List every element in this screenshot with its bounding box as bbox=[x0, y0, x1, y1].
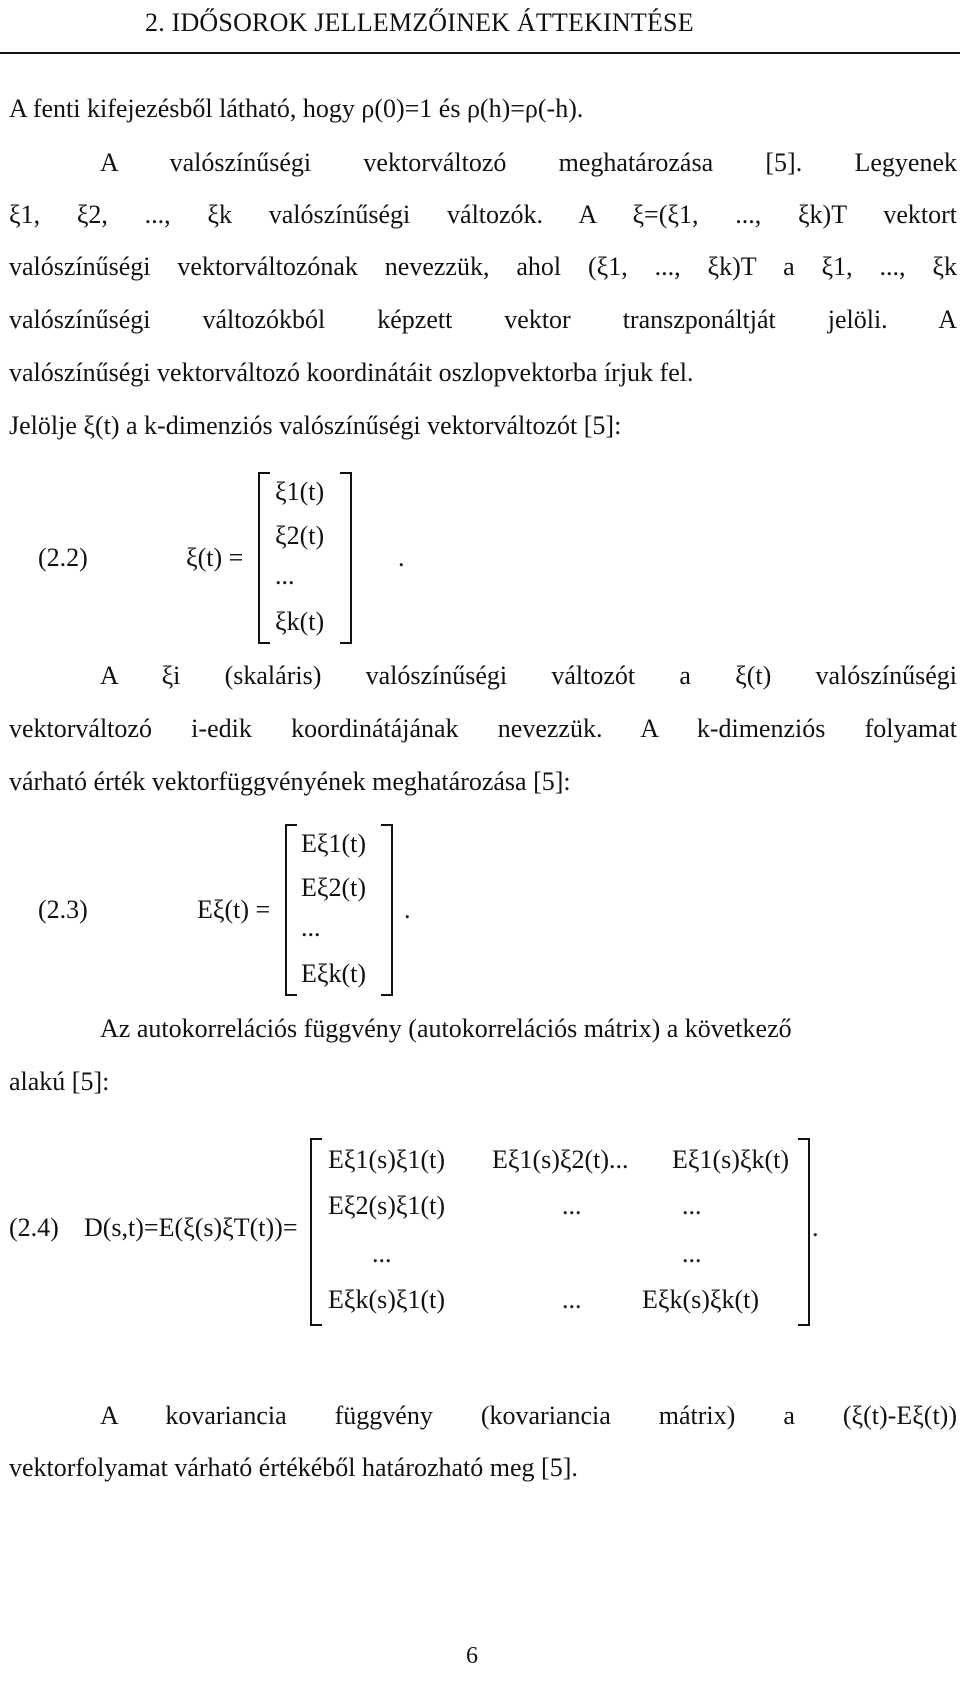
eq24-r3c3: ... bbox=[682, 1239, 702, 1268]
eq24-r3c1: ... bbox=[372, 1239, 392, 1268]
paragraph-coord-line-1: A ξi (skaláris) valószínűségi változót a ξ(t) valószínűségi bbox=[100, 661, 957, 690]
paragraph-autocorr-line-1: Az autokorrelációs függvény (autokorrelációs mátrix) a következő bbox=[100, 1014, 792, 1043]
paragraph-def-line-2: ξ1, ξ2, ..., ξk valószínűségi változók. A ξ=(ξ1, ..., ξk)T vektort bbox=[9, 200, 957, 229]
paragraph-def-line-1: A valószínűségi vektorváltozó meghatározása [5]. Legyenek bbox=[100, 148, 957, 177]
header-rule bbox=[0, 52, 960, 54]
eq23-lhs: Eξ(t) = bbox=[197, 895, 271, 924]
eq24-r2c2: ... bbox=[562, 1191, 582, 1220]
equation-number-2-2: (2.2) bbox=[38, 543, 88, 572]
paragraph-rho: A fenti kifejezésből látható, hogy ρ(0)=1 és ρ(h)=ρ(-h). bbox=[9, 94, 584, 123]
eq24-r2c3: ... bbox=[682, 1191, 702, 1220]
eq24-r1c3: Eξ1(s)ξk(t) bbox=[672, 1145, 790, 1174]
paragraph-jelolje: Jelölje ξ(t) a k-dimenziós valószínűségi vektorváltozót [5]: bbox=[9, 411, 622, 440]
paragraph-cov-line-1: A kovariancia függvény (kovariancia mátrix) a (ξ(t)-Eξ(t)) bbox=[100, 1401, 957, 1430]
eq22-row-3: ... bbox=[275, 561, 295, 590]
eq24-r2c1: Eξ2(s)ξ1(t) bbox=[328, 1191, 446, 1220]
paragraph-coord-line-3: várható érték vektorfüggvényének meghatározása [5]: bbox=[9, 767, 571, 796]
eq24-end: . bbox=[812, 1213, 819, 1242]
eq22-row-1: ξ1(t) bbox=[275, 477, 325, 506]
eq22-matrix bbox=[258, 472, 352, 644]
paragraph-def-line-4: valószínűségi változókból képzett vektor transzponáltját jelöli. A bbox=[9, 305, 957, 334]
eq23-row-2: Eξ2(t) bbox=[301, 873, 367, 902]
eq23-row-4: Eξk(t) bbox=[301, 959, 367, 988]
eq24-r1c1: Eξ1(s)ξ1(t) bbox=[328, 1145, 446, 1174]
eq23-row-1: Eξ1(t) bbox=[301, 829, 367, 858]
eq22-row-4: ξk(t) bbox=[275, 607, 325, 636]
equation-number-2-3: (2.3) bbox=[38, 895, 88, 924]
eq24-r4c2: ... bbox=[562, 1285, 582, 1314]
paragraph-autocorr-line-2: alakú [5]: bbox=[9, 1067, 110, 1096]
page-number: 6 bbox=[466, 1643, 478, 1669]
equation-number-2-4: (2.4) bbox=[9, 1213, 59, 1242]
eq22-end: . bbox=[398, 543, 405, 572]
eq23-end: . bbox=[404, 895, 411, 924]
eq24-lhs: D(s,t)=E(ξ(s)ξT(t))= bbox=[84, 1213, 298, 1242]
eq24-r4c1: Eξk(s)ξ1(t) bbox=[328, 1285, 446, 1314]
eq24-r4c3: Eξk(s)ξk(t) bbox=[642, 1285, 760, 1314]
eq24-r1c2: Eξ1(s)ξ2(t)... bbox=[492, 1145, 629, 1174]
paragraph-coord-line-2: vektorváltozó i-edik koordinátájának nevezzük. A k-dimenziós folyamat bbox=[9, 714, 957, 743]
paragraph-def-line-5: valószínűségi vektorváltozó koordinátáit oszlopvektorba írjuk fel. bbox=[9, 358, 694, 387]
eq22-row-2: ξ2(t) bbox=[275, 521, 325, 550]
paragraph-cov-line-2: vektorfolyamat várható értékéből határozható meg [5]. bbox=[9, 1453, 578, 1482]
eq23-row-3: ... bbox=[301, 913, 321, 942]
eq24-matrix bbox=[310, 1138, 810, 1326]
page-header: 2. IDŐSOROK JELLEMZŐINEK ÁTTEKINTÉSE bbox=[145, 8, 694, 37]
paragraph-def-line-3: valószínűségi vektorváltozónak nevezzük, ahol (ξ1, ..., ξk)T a ξ1, ..., ξk bbox=[9, 252, 957, 281]
eq23-matrix bbox=[285, 824, 393, 996]
eq22-lhs: ξ(t) = bbox=[186, 543, 244, 572]
